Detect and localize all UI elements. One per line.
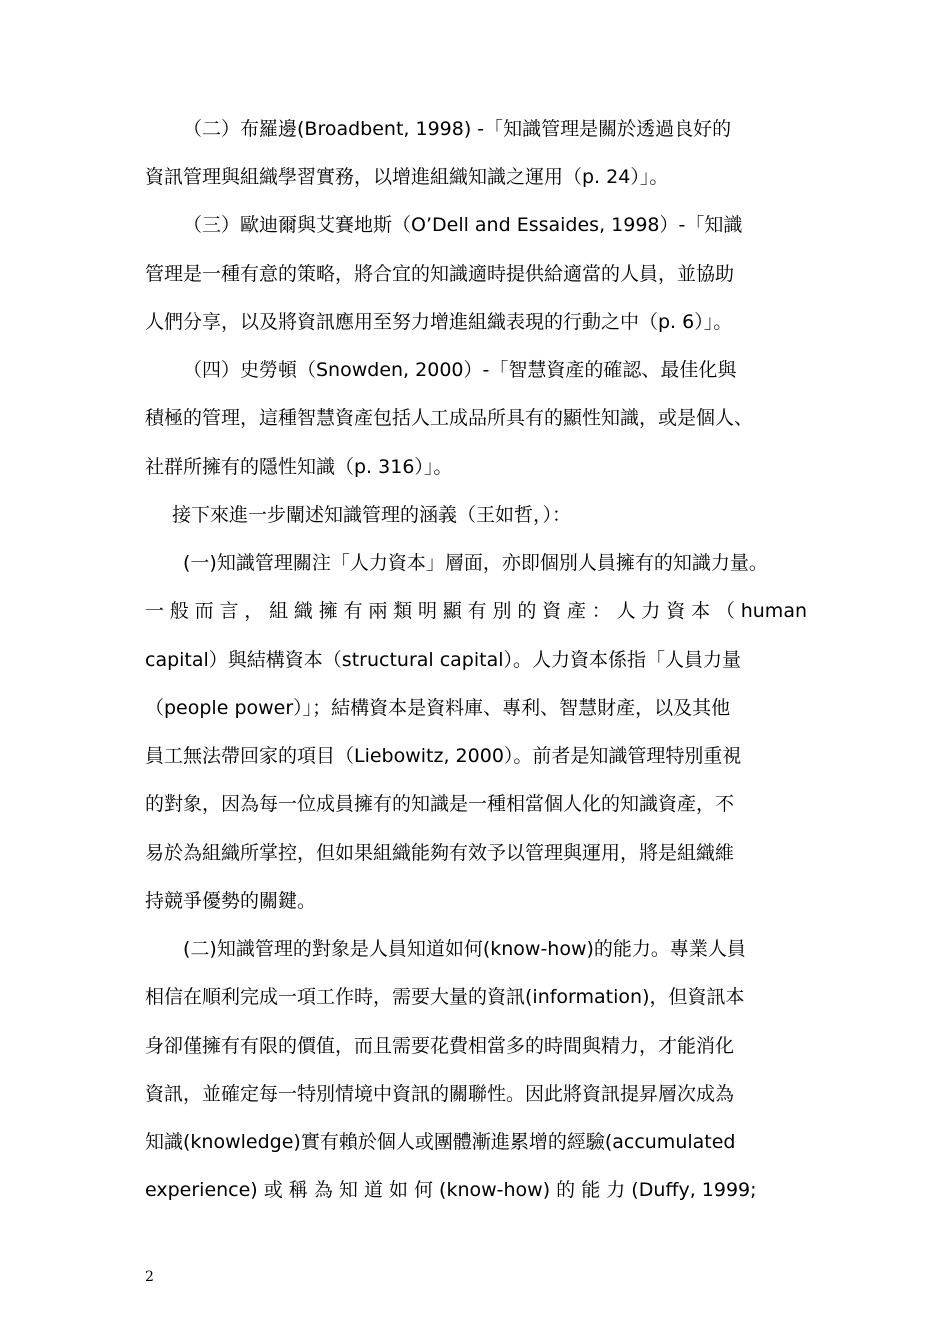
text-line: 員工無法帶回家的項目（Liebowitz, 2000）。前者是知識管理特別重視 [145, 745, 742, 767]
text-line: 易於為組織所掌控，但如果組織能夠有效予以管理與運用，將是組織維 [145, 842, 735, 864]
page-number: 2 [145, 1269, 154, 1285]
text-line: 一般而言，組織擁有兩類明顯有別的資產：人力資本（human [145, 600, 807, 622]
text-line: （people power）」；結構資本是資料庫、專利、智慧財產，以及其他 [145, 697, 731, 719]
text-line: 相信在順利完成一項工作時，需要大量的資訊(information)，但資訊本 [145, 986, 745, 1008]
text-line: 身卻僅擁有有限的價值，而且需要花費相當多的時間與精力，才能消化 [145, 1035, 735, 1057]
text-line: 持競爭優勢的關鍵。 [145, 890, 317, 912]
text-line: 資訊管理與組織學習實務，以增進組織知識之運用（p. 24）」。 [145, 166, 669, 188]
text-line: capital）與結構資本（structural capital）。人力資本係指「人員力量 [145, 649, 742, 671]
text-line: (一)知識管理關注「人力資本」層面，亦即個別人員擁有的知識力量。 [183, 552, 768, 574]
text-line: 積極的管理，這種智慧資產包括人工成品所具有的顯性知識，或是個人、 [145, 407, 754, 429]
text-line: （二）布羅邊(Broadbent, 1998) -「知識管理是關於透過良好的 [183, 118, 732, 140]
text-line: 知識(knowledge)實有賴於個人或團體漸進累增的經驗(accumulated [145, 1131, 736, 1153]
text-line: 人們分享，以及將資訊應用至努力增進組織表現的行動之中（p. 6）」。 [145, 311, 733, 333]
text-line: 接下來進一步闡述知識管理的涵義（王如哲，）： [172, 504, 572, 526]
text-line: （三）歐迪爾與艾賽地斯（O’Dell and Essaides, 1998）-「知識 [183, 214, 743, 236]
text-line: 的對象，因為每一位成員擁有的知識是一種相當個人化的知識資產，不 [145, 793, 735, 815]
text-line: （四）史勞頓（Snowden, 2000）-「智慧資產的確認、最佳化與 [183, 359, 737, 381]
text-line: 資訊，並確定每一特別情境中資訊的關聯性。因此將資訊提昇層次成為 [145, 1083, 735, 1105]
text-line: (二)知識管理的對象是人員知道如何(know-how)的能力。專業人員 [183, 938, 746, 960]
text-line: 社群所擁有的隱性知識（p. 316）」。 [145, 456, 453, 478]
text-line: experience) 或 稱 為 知 道 如 何 (know-how) 的 能 力 (Duffy, 1999; [145, 1179, 757, 1201]
text-line: 管理是一種有意的策略，將合宜的知識適時提供給適當的人員，並協助 [145, 263, 735, 285]
